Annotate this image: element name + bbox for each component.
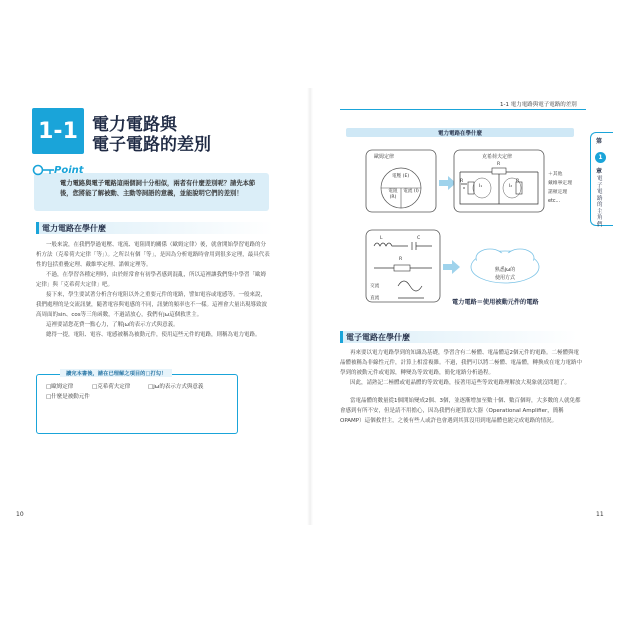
box1-resistance: 電阻 (R) [388,189,398,200]
paragraph: 這裡要請您花費一點心力，了解jω的表示方式與意義。 [46,322,179,328]
left-body [36,240,270,340]
checklist-item[interactable]: □克希荷夫定律 [92,384,131,390]
box2-r-right: R [516,179,520,184]
cloud-line2: 使用方式 [494,275,515,281]
box2-i1: I₁ [479,184,483,189]
checklist-title: 讀完本書後，請在已理解之項目的□打勾！ [60,369,172,377]
page-title [92,115,211,155]
box2-r-top: R [497,162,501,167]
right-body [340,348,584,426]
side-list-item: 戴維寧定理 [548,181,572,186]
page-title-line1: 電力電路與 [92,115,177,135]
box2-i2: I₂ [509,184,513,189]
box3-inductor: L [380,236,383,241]
point-text: 電力電路與電子電路這兩個詞十分相似，兩者有什麼差別呢？請先本節後，您將能了解被動、主動等詞語的意義，並能說明它們的差別！ [60,180,256,197]
paragraph: 接下來，學生要試著分析含有電阻以外之重要元件的電路，譬如電容或電感等。一般來說，我們處理的是交流訊號，隨著電容與電感的不同，訊號的頻率也不一樣。這裡會大量出現導致波高周面的sin、cos等三角函數，不過請放心，我們有jω這個救世主。 [36,292,268,318]
box2-title: 克希荷夫定律 [482,154,513,160]
point-label: Point [54,165,84,176]
side-list-item: 諾頓定理 [548,190,568,195]
box2-r-left: R [460,179,464,184]
box1-voltage: 電壓 (E) [392,174,410,179]
running-header: 1-1 電力電路與電子電路的差別 [500,102,577,108]
checklist-item[interactable]: □什麼是被動元件 [46,394,90,400]
box1-current: 電流 (I) [403,189,419,194]
page-title-line2: 電子電路的差別 [92,135,211,155]
checklist-item[interactable]: □jω的表示方式與意義 [148,384,204,390]
paragraph: 一般來說，在我們學過電壓、電流、電阻間的關係（歐姆定律）後，就會開始學習電路的分析方法（克希荷夫定律「等」）。之所以有個「等」，是因為分析電路時會用到很多定理，最具代表性的包括重疊定理、戴維寧定理、諾頓定理等。 [36,242,270,268]
side-list-item: etc... [548,199,561,204]
figure-title: 電力電路在學什麼 [437,131,482,137]
tab-chapter-number: 1 [595,152,606,163]
page-number-left: 10 [16,511,24,518]
figure-caption: 電力電路＝使用被動元件的電路 [452,299,539,306]
chapter-section-badge: 1-1 [32,108,84,154]
key-icon [32,162,56,178]
box3-dc: 直流 [370,296,380,301]
page-number-right: 11 [596,511,604,518]
section-title-electronic: 電子電路在學什麼 [346,333,410,342]
side-list [548,170,572,206]
paragraph: 不過，在學習各種定理時，由於經常會有初學者感到混亂，所以這裡讓我們集中學習「歐姆定律」與「克希荷夫定律」吧。 [36,272,267,288]
box3-capacitor: C [417,236,421,241]
cloud-text [480,266,530,282]
box3-resistor: R [399,257,403,262]
paragraph: 總得一提，電阻、電容、電感被稱為被動元件，使用這些元件的電路，則稱為電力電路。 [46,332,261,338]
book-gutter [307,88,313,525]
section-title-electric: 電力電路在學什麼 [42,224,106,233]
paragraph: 再來要以電力電路學到的知識為基礎，學習含有二極體、電晶體這2個元件的電路。二極體與電晶體被稱為非線性元件，計算上相當複雜。不過，我們可以將二極體、電晶體，轉換成在電力電路中學到的被動元件或電源，轉變為等效電路，簡化電路分析過程。 [340,350,583,376]
tab-subtitle: 電子電路的主角們 [597,176,603,228]
side-list-item: ＋其他 [548,172,563,177]
header-rule [340,109,586,110]
paragraph: 因此，請熟記二極體或電晶體的等效電路，接著用這些等效電路理解放大現象就沒問題了。 [350,380,571,386]
box3-ac: 交流 [370,284,380,289]
cloud-line1: 熟悉jω的 [494,267,516,273]
checklist-item[interactable]: □歐姆定律 [46,384,74,390]
box1-title: 歐姆定律 [374,154,395,160]
tab-chapter-prefix: 第 [596,138,603,145]
paragraph: 當電晶體的數量從1個開始變成2個、3個，並逐漸增加至數十個、數百個時，大多數的人就免都會感到有所不安，但是請不用擔心，因為我們有運算放大器（Operational Amplifier，簡稱OPAMP）這個救世主，之後有些人或許也會遇到其算沒用到電晶體也能完成電路的情況。 [340,398,581,424]
tab-chapter-suffix: 章 [596,168,603,175]
